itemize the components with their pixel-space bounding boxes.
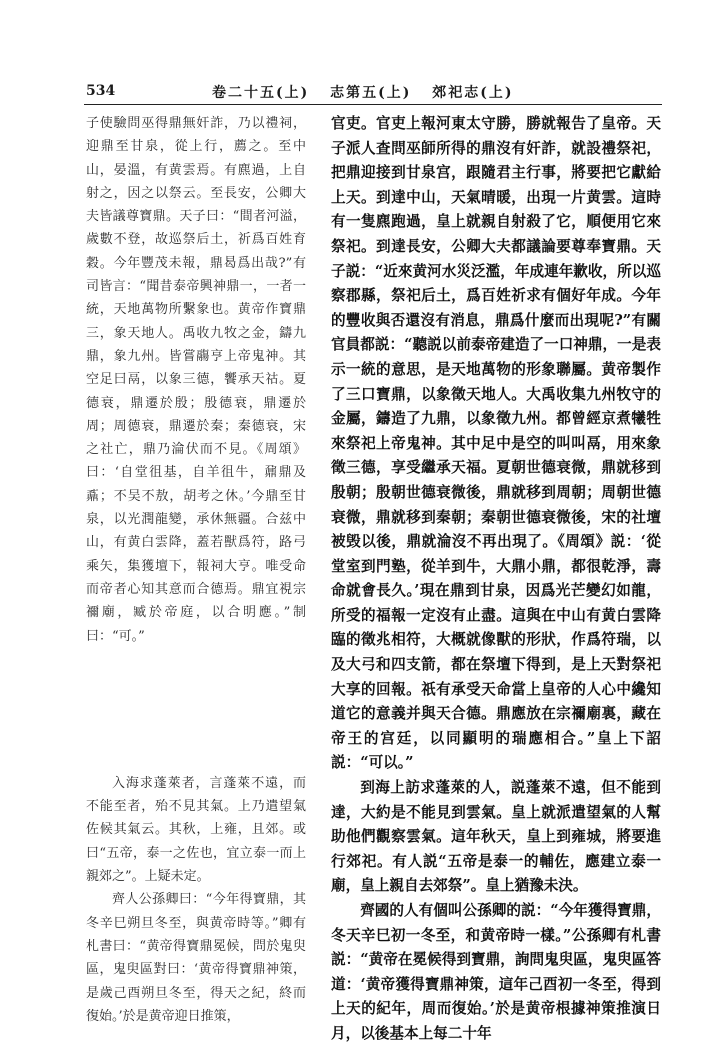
translation-paragraph-1: 官吏。官吏上報河東太守勝，勝就報告了皇帝。天子派人查問巫師所得的鼎沒有奸詐，就設禮祭祀，把鼎迎接到甘泉宫，跟隨君主行事，將要把它獻給上天。到達中山，天氣晴暖，出現一片黄雲。這時有一隻麃跑過，皇上就親自射殺了它，順便用它來祭祀。到達長安，公卿大夫都議論要尊奉寶鼎。天子説：“近來黄河水災泛濫，年成連年歉收，所以巡察郡縣，祭祀后土，爲百姓祈求有個好年成。今年的豐收與否還沒有消息，鼎爲什麼而出現呢?”有關官員都説：“聽説以前泰帝建造了一口神鼎，一是表示一統的意思，是天地萬物的形象聯屬。黄帝製作了三口寶鼎，以象徵天地人。大禹收集九州牧守的金屬，鑄造了九鼎，以象徵九州。都曾經京煮犧牲來祭祀上帝鬼神。其中足中是空的叫叫鬲，用來象徵三德，享受繼承天福。夏朝世德衰微，鼎就移到殷朝；殷朝世德衰微後，鼎就移到周朝；周朝世德衰微，鼎就移到秦朝；秦朝世德衰微後，宋的社壇被毁以後，鼎就淪沒不再出現了。《周頌》説：‘從堂室到門塾，從羊到牛，大鼎小鼎，都很乾淨，壽命就會長久。’現在鼎到甘泉，因爲光芒變幻如龍，所受的福報一定沒有止盡。這與在中山有黄白雲降臨的徵兆相符，大概就像獸的形狀，作爲符瑞，以及大弓和四支箭，都在祭壇下得到，是上天對祭祀大享的回報。祇有承受天命當上皇帝的人心中纔知道它的意義并與天合德。鼎應放在宗禰廟裏，藏在帝王的宫廷，以同顯明的瑞應相合。”皇上下詔説：“可以。” — [331, 115, 661, 772]
volume-title: 卷二十五(上) — [212, 85, 310, 101]
translation-paragraph-2: 到海上訪求蓬萊的人，説蓬萊不遠，但不能到達，大約是不能見到雲氣。皇上就派遣望氣的人幫助他們觀察雲氣。這年秋天，皇上到雍城，將要進行郊祀。有人説“五帝是泰一的輔佐，應建立泰一廟，皇上親自去郊祭”。皇上猶豫未決。 — [331, 779, 661, 895]
classical-paragraph-3: 齊人公孫卿曰：“今年得寶鼎，其冬辛巳朔旦冬至，與黄帝時等。”卿有札書曰：“黄帝得寶鼎冕候，問於鬼臾區，鬼臾區對曰：‘黄帝得寶鼎神策，是歲己酉朔旦冬至，得天之紀，終而復始。’於是黄帝迎日推策， — [86, 892, 306, 1024]
translation-paragraph-3: 齊國的人有個叫公孫卿的説：“今年獲得寶鼎，冬天辛巳初一冬至，和黄帝時一樣。”公孫卿有札書説：“黄帝在冕候得到寶鼎，詢問鬼臾區，鬼臾區答道：‘黄帝獲得寶鼎神策，這年己酉初一冬至，得到上天的紀年，周而復始。’於是黄帝根據神策推演日月，以後基本上每二十年 — [331, 902, 661, 1042]
classical-paragraph-1: 子使驗問巫得鼎無奸詐，乃以禮祠，迎鼎至甘泉，從上行，薦之。至中山，晏溫，有黄雲焉。有麃過，上自射之，因之以祭云。至長安，公卿大夫皆議尊寶鼎。天子曰：“間者河溢，歲數不登，故巡祭后土，祈爲百姓育穀。今年豐茂未報，鼎曷爲出哉?”有司皆言：“聞昔泰帝興神鼎一，一者一統，天地萬物所繫象也。黄帝作寶鼎三，象天地人。禹收九牧之金，鑄九鼎，象九州。皆嘗鬺亨上帝鬼神。其空足曰鬲，以象三德，饗承天祜。夏德衰，鼎遷於殷；殷德衰，鼎遷於周；周德衰，鼎遷於秦；秦德衰，宋之社亡，鼎乃淪伏而不見。《周頌》曰：‘自堂徂基，自羊徂牛，鼐鼎及鼒；不吴不敖，胡考之休。’今鼎至甘泉，以光潤龍變，承休無疆。合兹中山，有黄白雲降，蓋若獸爲符，路弓乘矢，集獲壇下，報祠大亨。唯受命而帝者心知其意而合德焉。鼎宜視宗禰廟，臧於帝庭，以合明應。”制曰：“可。” — [86, 116, 306, 644]
classical-paragraph-2: 入海求蓬萊者，言蓬萊不遠，而不能至者，殆不見其氣。上乃遣望氣佐候其氣云。其秋，上雍，且郊。或曰“五帝，泰一之佐也，宜立泰一而上親郊之”。上疑未定。 — [86, 775, 306, 885]
running-header — [212, 82, 528, 102]
header-rule — [84, 104, 662, 105]
page-number: 534 — [86, 83, 116, 99]
translation-text-column — [331, 112, 661, 1047]
column-gap — [86, 648, 306, 772]
chapter-title: 郊祀志(上) — [432, 85, 514, 101]
classical-text-column — [86, 112, 306, 1028]
section-title: 志第五(上) — [330, 85, 412, 101]
